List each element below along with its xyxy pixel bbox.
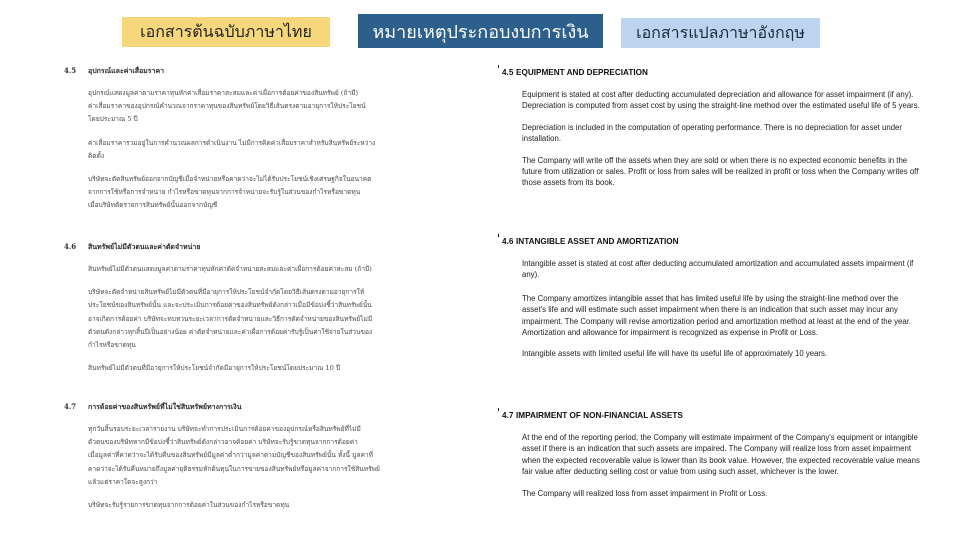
thai-section-4-6: [64, 242, 430, 375]
paragraph: [64, 263, 430, 276]
english-section-4-5: [498, 68, 928, 189]
text-line: เมื่อบริษัทตัดรายการสินทรัพย์นั้นออกจากบัญชี: [88, 201, 218, 210]
section-number: 4.6: [64, 242, 77, 251]
english-section-4-7: [498, 411, 928, 499]
text-line: กำไรหรือขาดทุน: [88, 341, 136, 350]
section-title: INTANGIBLE ASSET AND AMORTIZATION: [516, 237, 679, 246]
text-line: บริษัทจะตัดสินทรัพย์ออกจากบัญชีเมื่อจำหน่ายหรือคาดว่าจะไม่ได้รับประโยชน์เชิงเศรษฐกิจในอนาคต: [88, 175, 372, 184]
paragraph: Intangible asset is stated at cost after deducting accumulated amortization and accumulated assets impairment (if any).: [522, 259, 914, 280]
section-number: 4.5: [502, 68, 514, 77]
section-heading: [498, 68, 928, 77]
paragraph: [64, 499, 430, 512]
text-line: ตัวตนดังกล่าวทุกสิ้นปีเป็นอย่างน้อย ค่าตัดจำหน่ายและค่าเผื่อการด้อยค่ารับรู้เป็นค่าใช้จ่ายในส่วนของ: [88, 327, 373, 336]
financial-notes-title: หมายเหตุประกอบงบการเงิน: [358, 14, 603, 48]
text-line: ค่าเสื่อมราคาของอุปกรณ์คำนวณจากราคาทุนของสินทรัพย์โดยวิธีเส้นตรงตามอายุการให้ประโยชน์: [88, 102, 366, 111]
section-heading: [64, 402, 430, 413]
text-line: เมื่อมูลค่าที่คาดว่าจะได้รับคืนของสินทรัพย์มีมูลค่าต่ำกว่ามูลค่าตามบัญชีของสินทรัพย์นั้น ทั้งนี้ มูลค่าที่: [88, 451, 373, 460]
text-line: บริษัทจะตัดจำหน่ายสินทรัพย์ไม่มีตัวตนที่มีอายุการให้ประโยชน์จำกัดโดยวิธีเส้นตรงตามอายุการให้: [88, 288, 365, 297]
paragraph: [64, 173, 430, 213]
paragraph: Intangible assets with limited useful life will have its useful life of approximately 10 years.: [522, 349, 828, 359]
paragraph: [64, 423, 430, 489]
section-number: 4.5: [64, 66, 77, 75]
section-heading: [64, 66, 430, 77]
paragraph: The Company amortizes intangible asset that has limited useful life by using the straight-line method over the asset's life and will estimate such asset impairment when there is an indication that such asset may incur any impairment. The Company will revise amortization period and amortization method at least at the end of the year. Amortization and allowance for impairment is recognized as expense in Profit or Loss.: [522, 293, 912, 338]
text-line: อาจเกิดการด้อยค่า บริษัทจะทบทวนระยะเวลาการตัดจำหน่ายและวิธีการตัดจำหน่ายของสินทรัพย์ไม่มี: [88, 314, 373, 323]
section-heading: [498, 237, 928, 246]
paragraph: [64, 362, 430, 375]
paragraph: [64, 87, 430, 127]
section-title: IMPAIRMENT OF NON-FINANCIAL ASSETS: [516, 411, 683, 420]
paragraph: [64, 286, 430, 352]
thai-section-4-7: [64, 402, 430, 512]
text-line: ตัวตนของบริษัทหากมีข้อบ่งชี้ว่าสินทรัพย์ดังกล่าวอาจด้อยค่า บริษัทจะรับรู้ขาดทุนจากการด้อยค่า: [88, 438, 358, 447]
thai-section-4-5: [64, 66, 430, 213]
section-heading: [64, 242, 430, 253]
english-translation-label: เอกสารแปลภาษาอังกฤษ: [621, 18, 820, 48]
thai-document: [64, 60, 430, 535]
text-line: สินทรัพย์ไม่มีตัวตนแสดงมูลค่าตามราคาทุนหักค่าตัดจำหน่ายสะสมและค่าเผื่อการด้อยค่าสะสม (ถ้ามี): [88, 265, 372, 273]
text-line: ทุกวันสิ้นรอบระยะเวลารายงาน บริษัทจะทำการประเมินการด้อยค่าของอุปกรณ์หรือสินทรัพย์ที่ไม่มี: [88, 425, 361, 433]
section-number: 4.7: [502, 411, 514, 420]
text-line: แล้วแต่ราคาใดจะสูงกว่า: [88, 477, 158, 486]
paragraph: [64, 137, 430, 163]
english-document: [498, 60, 928, 535]
text-line: ประโยชน์ของสินทรัพย์นั้น และจะประเมินการด้อยค่าของสินทรัพย์ดังกล่าวเมื่อมีข้อบ่งชี้ว่าสินทรัพย์นั้น: [88, 301, 372, 310]
section-heading: [498, 411, 928, 420]
paragraph: The Company will realized loss from asset impairment in Profit or Loss.: [522, 488, 768, 498]
text-line: จากการใช้หรือการจำหน่าย กำไรหรือขาดทุนจากการจำหน่ายจะรับรู้ในส่วนของกำไรหรือขาดทุน: [88, 188, 361, 197]
section-title: สินทรัพย์ไม่มีตัวตนและค่าตัดจำหน่าย: [88, 242, 201, 251]
text-line: ค่าเสื่อมราคารวมอยู่ในการคำนวณผลการดำเนินงาน ไม่มีการคิดค่าเสื่อมราคาสำหรับสินทรัพย์ระหว่าง: [88, 138, 376, 147]
thai-original-label: เอกสารต้นฉบับภาษาไทย: [122, 17, 330, 47]
paragraph: Equipment is stated at cost after deducting accumulated depreciation and allowance for asset impairment (if any). Depreciation is computed from asset cost by using the straight-line method over the estimated useful life of 5 years.: [522, 90, 920, 111]
english-section-4-6: [498, 237, 928, 360]
paragraph: The Company will write off the assets when they are sold or when there is no expected economic benefits in the future from utilization or sales. Profit or loss from sales will be realized in profit or loss when the Company writes off those assets from its book.: [522, 155, 919, 188]
section-number: 4.7: [64, 402, 77, 411]
section-title: อุปกรณ์และค่าเสื่อมราคา: [88, 66, 165, 75]
section-title: การด้อยค่าของสินทรัพย์ที่ไม่ใช่สินทรัพย์ทางการเงิน: [88, 402, 242, 411]
text-line: สินทรัพย์ไม่มีตัวตนที่มีอายุการให้ประโยชน์จำกัดมีอายุการให้ประโยชน์โดยประมาณ 10 ปี: [88, 364, 341, 373]
text-line: โดยประมาณ 5 ปี: [88, 115, 138, 124]
paragraph: At the end of the reporting period, the Company will estimate impairment of the Company's equipment or intangible asset if there is an indication that such assets are impaired. The Company will realize loss from asset impairment when the expected recoverable value is lower than its book value. However, the expected recoverable value means fair value after deducting selling cost or value from using such asset, whichever is the lower.: [522, 433, 920, 477]
text-line: บริษัทจะรับรู้รายการขาดทุนจากการด้อยค่าในส่วนของกำไรหรือขาดทุน: [88, 501, 290, 510]
paragraph: Depreciation is included in the computation of operating performance. There is no depreciation for asset under installation.: [522, 122, 902, 144]
section-number: 4.6: [502, 237, 514, 246]
text-line: ติดตั้ง: [88, 151, 105, 160]
section-title: EQUIPMENT AND DEPRECIATION: [516, 68, 648, 77]
text-line: อุปกรณ์แสดงมูลค่าตามราคาทุนหักค่าเสื่อมราคาสะสมและค่าเผื่อการด้อยค่าของสินทรัพย์ (ถ้ามี): [88, 89, 359, 97]
text-line: คาดว่าจะได้รับคืนหมายถึงมูลค่ายุติธรรมหักต้นทุนในการขายของสินทรัพย์หรือมูลค่าจากการใช้สินทรัพย์: [88, 464, 380, 473]
